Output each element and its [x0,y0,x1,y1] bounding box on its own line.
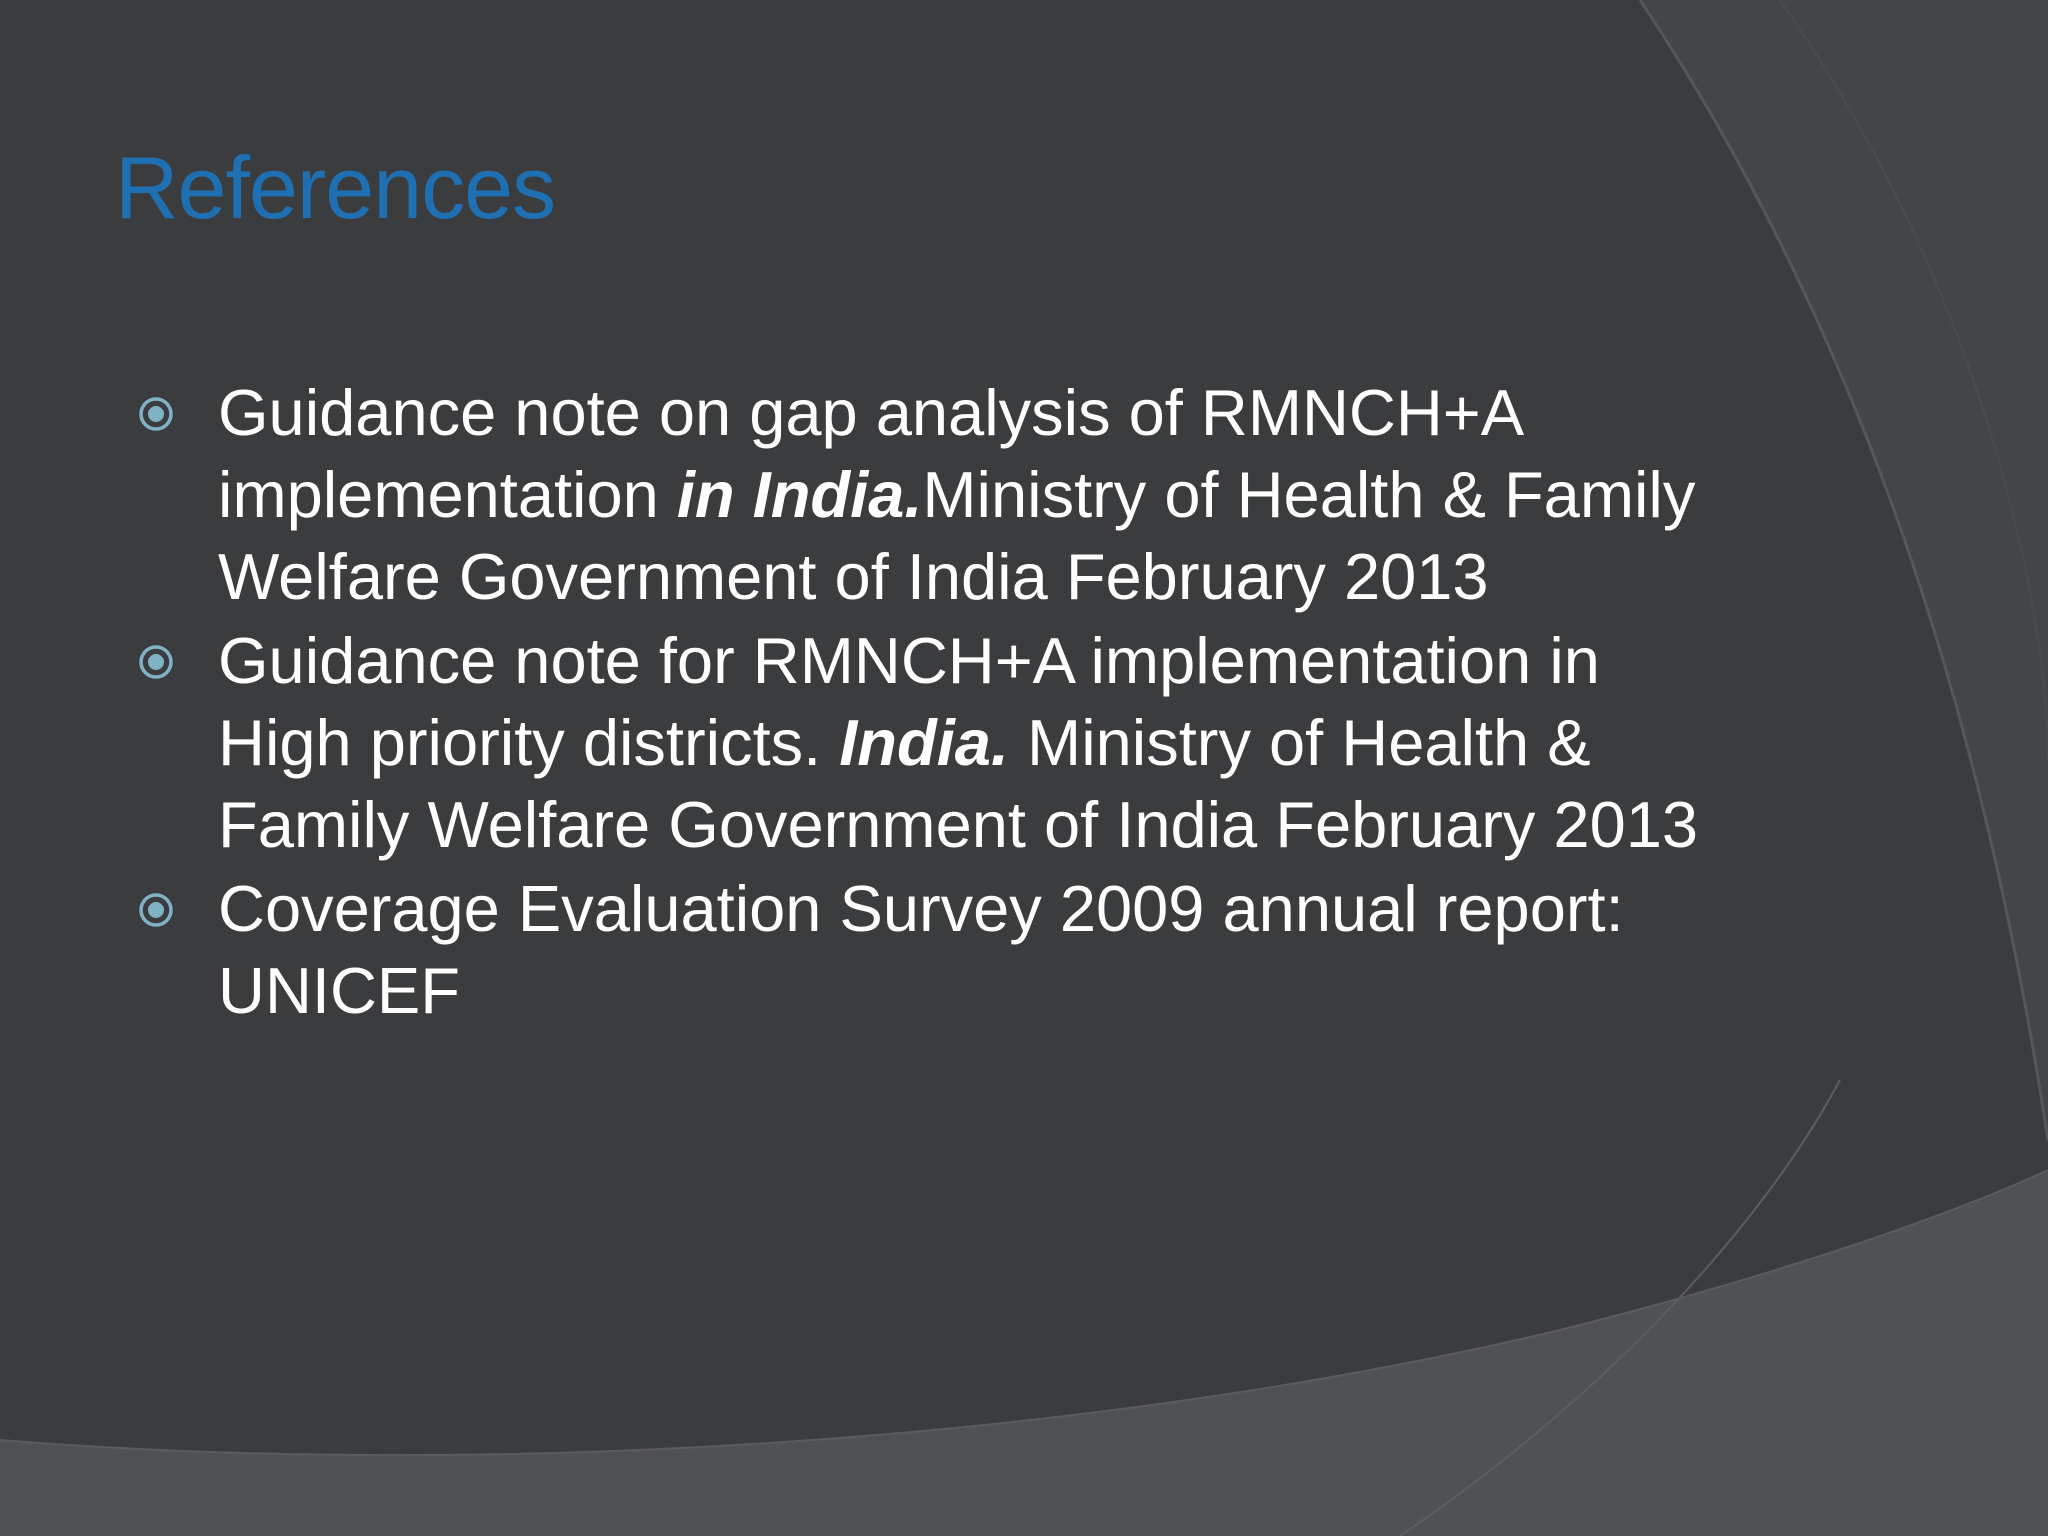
reference-text-part: Guidance note on gap analysis of RMNCH+A implementation [218,376,1521,531]
reference-text [218,376,1695,613]
reference-emphasis: India. [839,706,1009,779]
reference-text [218,624,1698,861]
circle-target-icon [138,892,174,928]
reference-text-part: Coverage Evaluation Survey 2009 annual report: UNICEF [218,872,1624,1027]
reference-list [130,372,1750,1034]
circle-target-icon [138,396,174,432]
reference-text-part: Guidance note for RMNCH+A implementation in High priority districts. [218,624,1600,779]
reference-emphasis: in India. [676,458,923,531]
reference-item-1 [130,372,1750,618]
bottom-band-shape [0,1170,2048,1536]
reference-text [218,872,1624,1027]
reference-item-3 [130,868,1750,1032]
reference-text-part: Ministry of Health & Family Welfare Government of India February 2013 [218,706,1699,861]
reference-item-2 [130,620,1750,866]
reference-text-part: Ministry of Health & Family Welfare Government of India February 2013 [218,458,1696,613]
circle-target-icon [138,644,174,680]
slide-title: References [115,138,556,237]
